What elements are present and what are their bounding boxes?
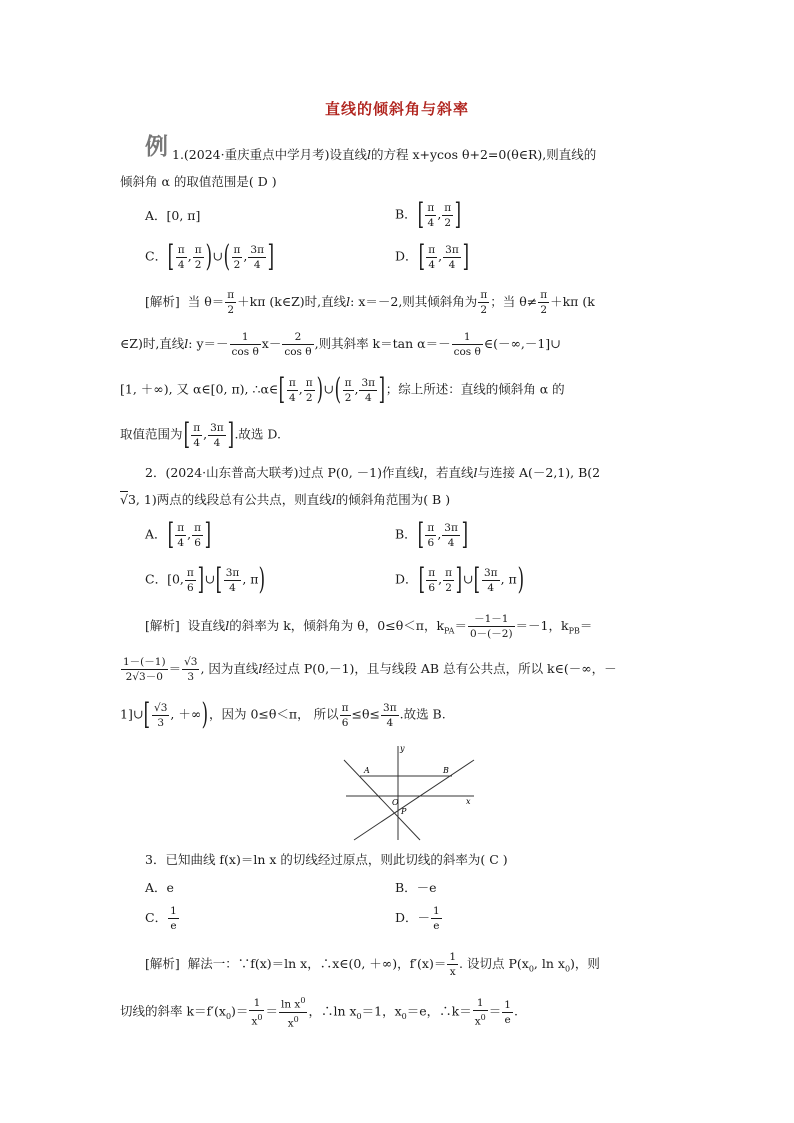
- label-y: y: [400, 744, 405, 753]
- q1-option-b: B．[ $\frac{\pi}{4}$ , $\frac{\pi}{2}$ ]: [395, 197, 462, 232]
- line-pb: [354, 760, 474, 840]
- q1-stem-line1: 1.(2024·重庆重点中学月考)设直线l的方程 x+ycos θ+2=0(θ∈R),则直线的: [172, 147, 597, 162]
- q1-solution-line4: 取值范围为[ $\frac{\pi}{4}$ , $\frac{3\pi}{4}$ ].故选 D.: [120, 417, 281, 452]
- q3-solution-line1: [解析] 解法一：∵f(x)＝ln x，∴x∈(0, ＋∞)，f′(x)＝ $\frac{1}{x}$ . 设切点 $P(x_0$, $\ln x_0$)，则: [145, 951, 600, 978]
- label-a: A: [364, 766, 370, 775]
- q3-option-b: B．－e: [395, 880, 437, 895]
- q1-stem-line2: 倾斜角 α 的取值范围是( D ): [120, 174, 277, 189]
- q3-stem: 3．已知曲线 f(x)＝ln x 的切线经过原点，则此切线的斜率为( C ): [145, 852, 508, 867]
- q2-stem-line1: 2．(2024·山东普高大联考)过点 P(0, －1)作直线l，若直线l与连接 A(－2,1), B(2: [145, 465, 601, 480]
- q2-solution-line3: 1]∪[ $\frac{√3}{3}$ , ＋∞)，因为 0≤θ＜π， 所以 $\frac{\pi}{6}$ ≤θ≤ $\frac{3\pi}{4}$ .故选 B.: [120, 697, 446, 732]
- q1-option-d: D．[ $\frac{\pi}{4}$ , $\frac{3\pi}{4}$ ]: [395, 239, 469, 274]
- q2-solution-line1: [解析] 设直线l的斜率为 k，倾斜角为 θ，0≤θ＜π，$k_{PA}=$ $\frac{-1-1}{0-(-2)}$ ＝－1，$k_{PB}=$: [145, 613, 593, 640]
- q1-option-c: C．[ $\frac{\pi}{4}$ , $\frac{\pi}{2}$ )∪( $\frac{\pi}{2}$ , $\frac{3\pi}{4}$ ]: [145, 239, 275, 274]
- page-title: 直线的倾斜角与斜率: [324, 100, 469, 118]
- q2-option-a: A．[ $\frac{\pi}{4}$ , $\frac{\pi}{6}$ ]: [145, 517, 212, 552]
- label-b: B: [443, 766, 449, 775]
- q2-stem-line2: √3, 1)两点的线段总有公共点，则直线l的倾斜角范围为( B ): [120, 492, 451, 507]
- example-mark: 例: [145, 134, 168, 160]
- q1-option-a: A．[0, π]: [145, 208, 201, 223]
- q2-option-c: C．[0, $\frac{\pi}{6}$ ]∪[ $\frac{3\pi}{4}$ , π): [145, 562, 266, 597]
- q1-solution-line1: [解析] 当 θ＝ $\frac{\pi}{2}$ ＋kπ (k∈Z)时,直线l: x＝－2,则其倾斜角为 $\frac{\pi}{2}$ ；当 θ≠ $\frac{\pi}{2}$ ＋kπ (k: [145, 289, 595, 316]
- q3-solution-line2: 切线的斜率 $k=f'(x_0)=$ $\frac{1}{x^0}$ ＝ $\frac{\ln x^0}{x^0}$ ，∴ln $x_0=1$，$x_0=e$，∴k＝ $\frac{1}{x^0}$ ＝ $\frac{1}{e}$ .: [120, 996, 518, 1029]
- q3-option-c: C． $\frac{1}{e}$: [145, 905, 177, 932]
- q3-option-d: D．－ $\frac{1}{e}$: [395, 905, 440, 932]
- q1-solution-line3: [1, ＋∞), 又 α∈[0, π), ∴α∈[ $\frac{\pi}{4}$ , $\frac{\pi}{2}$ )∪( $\frac{\pi}{2}$ , $\frac{3\pi}{4}$ ]；综上所述：直线的倾斜角 α 的: [120, 372, 565, 407]
- line-pa: [344, 760, 420, 840]
- label-o: O: [392, 798, 399, 807]
- q3-option-a: A．e: [145, 880, 174, 895]
- q2-option-b: B．[ $\frac{\pi}{6}$ , $\frac{3\pi}{4}$ ]: [395, 517, 468, 552]
- q2-solution-line2: $\frac{1-(-1)}{2√3-0}$ ＝ $\frac{√3}{3}$ , 因为直线l经过点 P(0,－1)，且与线段 AB 总有公共点，所以 k∈(－∞，－: [123, 656, 617, 683]
- q2-option-d: D．[ $\frac{\pi}{6}$ , $\frac{\pi}{2}$ ]∪[ $\frac{3\pi}{4}$ , π): [395, 562, 524, 597]
- label-x: x: [466, 797, 471, 806]
- q1-solution-line2: ∈Z)时,直线l: y＝－ $\frac{1}{\text{cos θ}}$ x－ $\frac{2}{\text{cos θ}}$ ,则其斜率 k＝tan α＝－ $\frac{1}{\text{cos θ}}$ ∈(－∞,－1]∪: [120, 331, 561, 358]
- line-diagram: [340, 742, 480, 842]
- label-p: P: [401, 807, 407, 816]
